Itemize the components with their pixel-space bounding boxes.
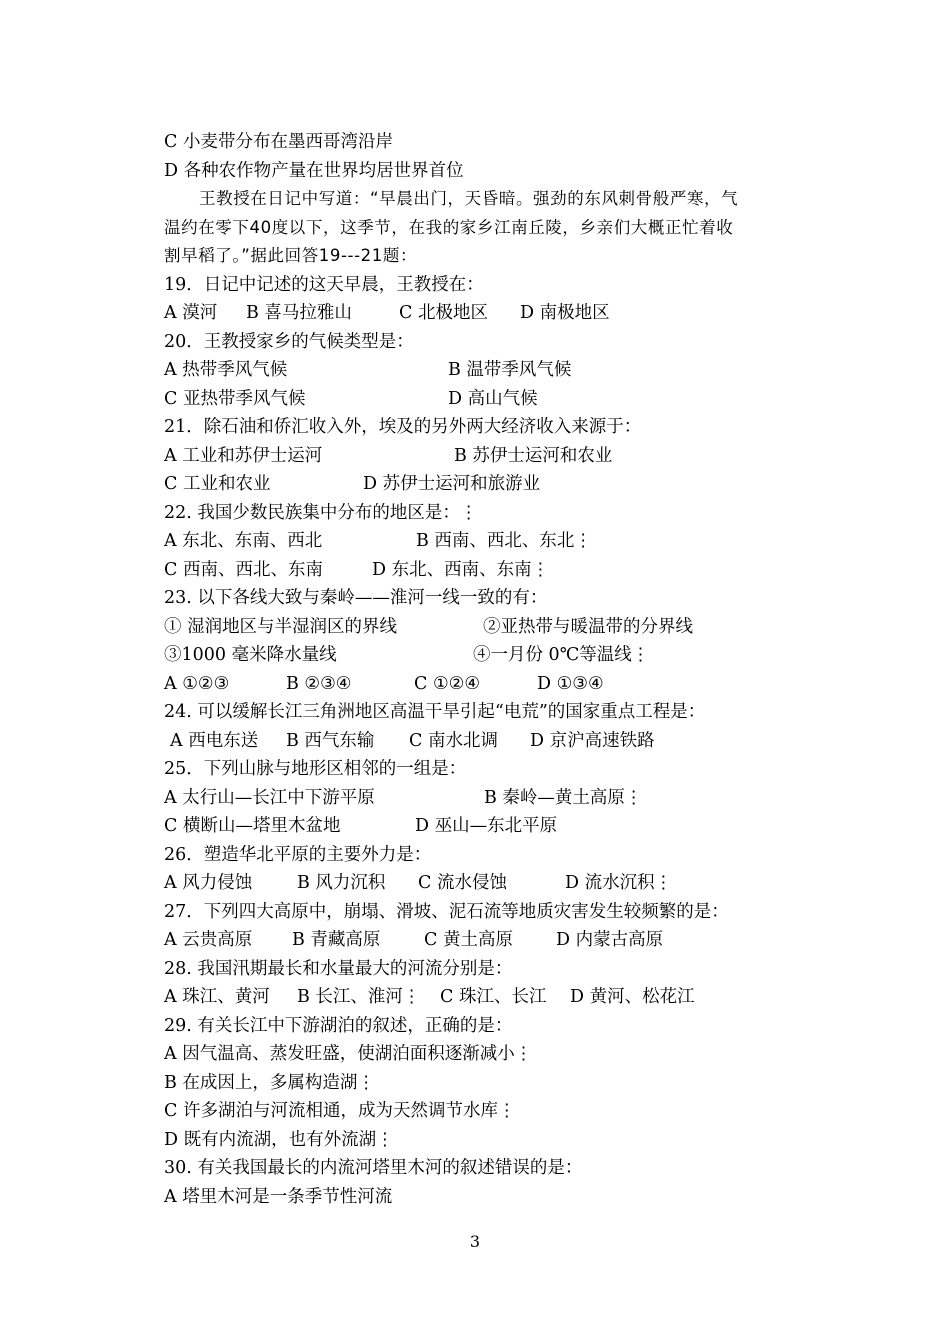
option-text: B 长江、淮河⋮ — [297, 987, 421, 1007]
text-line: B 在成因上，多属构造湖⋮ — [164, 1072, 375, 1093]
option-text: D 流水沉积⋮ — [565, 873, 673, 893]
option-text: C 黄土高原 — [424, 930, 513, 950]
option-text: D 高山气候 — [448, 388, 538, 409]
option-text: C 北极地区 — [399, 303, 488, 323]
text-line: 21．除石油和侨汇收入外，埃及的另外两大经济收入来源于： — [164, 417, 642, 437]
option-text: A 太行山—长江中下游平原 — [164, 787, 375, 808]
text-line: 25．下列山脉与地形区相邻的一组是： — [164, 759, 467, 779]
option-text: ① 湿润地区与半湿润区的界线 — [164, 616, 398, 637]
text-line — [164, 613, 804, 642]
text-line: A 因气温高、蒸发旺盛，使湖泊面积逐渐减小⋮ — [164, 1044, 533, 1064]
text-line — [164, 812, 804, 841]
option-text: D 南极地区 — [520, 303, 610, 323]
text-line: 割早稻了。”据此回答19---21题： — [164, 246, 418, 265]
text-line: D 既有内流湖，也有外流湖⋮ — [164, 1129, 394, 1150]
text-line — [164, 983, 804, 1012]
text-line: C 许多湖泊与河流相通，成为天然调节水库⋮ — [164, 1101, 516, 1121]
option-text: B ②③④ — [286, 673, 352, 694]
option-text: ④一月份 0℃等温线⋮ — [473, 645, 650, 665]
option-text: C 西南、西北、东南 — [164, 559, 323, 580]
text-line: D 各种农作物产量在世界均居世界首位 — [164, 160, 464, 181]
option-text: C 亚热带季风气候 — [164, 388, 306, 409]
option-text: D 京沪高速铁路 — [530, 730, 655, 751]
page-number: 3 — [469, 1232, 481, 1251]
text-line: 20．王教授家乡的气候类型是： — [164, 331, 414, 352]
text-line — [164, 527, 804, 556]
option-text: A 风力侵蚀 — [164, 873, 253, 893]
option-text: A 热带季风气候 — [164, 360, 288, 380]
text-line: A 塔里木河是一条季节性河流 — [164, 1186, 393, 1207]
text-line — [164, 470, 804, 499]
text-line — [164, 670, 804, 699]
option-text: C 珠江、长江 — [440, 987, 547, 1007]
option-text: A 漠河 — [164, 303, 218, 323]
option-text: C ①②④ — [414, 673, 481, 694]
option-text: D 东北、西南、东南⋮ — [372, 559, 550, 580]
text-line — [164, 299, 804, 328]
option-text: A 珠江、黄河 — [164, 987, 270, 1007]
option-text: D 黄河、松花江 — [570, 987, 695, 1007]
option-text: B 西气东输 — [286, 730, 375, 751]
text-line: C 小麦带分布在墨西哥湾沿岸 — [164, 132, 393, 152]
text-line: 29. 有关长江中下游湖泊的叙述，正确的是： — [164, 1015, 513, 1036]
text-line — [164, 926, 804, 955]
text-line — [164, 869, 804, 898]
text-line: 30. 有关我国最长的内流河塔里木河的叙述错误的是： — [164, 1158, 583, 1178]
text-line: 28. 我国汛期最长和水量最大的河流分别是： — [164, 958, 513, 979]
text-line: 19．日记中记述的这天早晨，王教授在： — [164, 274, 484, 295]
option-text: C 横断山—塔里木盆地 — [164, 816, 341, 836]
text-line — [164, 442, 804, 471]
option-text: B 秦岭—黄土高原⋮ — [484, 787, 643, 808]
option-text: ②亚热带与暖温带的分界线 — [483, 616, 693, 637]
document-body — [164, 128, 804, 1211]
text-line — [164, 784, 804, 813]
option-text: D ①③④ — [537, 673, 604, 694]
text-line — [164, 641, 804, 670]
option-text: A 西电东送 — [170, 730, 259, 751]
text-line — [164, 556, 804, 585]
option-text: A 工业和苏伊士运河 — [164, 445, 323, 466]
option-text: ③1000 毫米降水量线 — [164, 645, 337, 665]
text-line: 22. 我国少数民族集中分布的地区是：⋮ — [164, 502, 478, 523]
option-text: B 喜马拉雅山 — [246, 303, 352, 323]
text-line: 27．下列四大高原中，崩塌、滑坡、泥石流等地质灾害发生较频繁的是： — [164, 901, 729, 922]
text-line: 温约在零下40度以下，这季节，在我的家乡江南丘陵，乡亲们大概正忙着收 — [164, 217, 734, 237]
option-text: D 内蒙古高原 — [556, 930, 664, 950]
text-line: 王教授在日记中写道：“早晨出门，天昏暗。强劲的东风刺骨般严寒，气 — [199, 189, 739, 208]
option-text: C 流水侵蚀 — [418, 873, 507, 893]
option-text: A ①②③ — [164, 673, 230, 694]
option-text: B 西南、西北、东北⋮ — [416, 531, 592, 551]
option-text: B 风力沉积 — [297, 873, 386, 893]
option-text: B 苏伊士运河和农业 — [454, 445, 613, 466]
option-text: A 东北、东南、西北 — [164, 531, 323, 551]
text-line: 26．塑造华北平原的主要外力是： — [164, 844, 432, 865]
option-text: D 巫山—东北平原 — [415, 816, 558, 836]
text-line: 23. 以下各线大致与秦岭——淮河一线一致的有： — [164, 588, 548, 608]
text-line — [164, 385, 804, 414]
option-text: B 青藏高原 — [292, 930, 381, 950]
option-text: B 温带季风气候 — [448, 360, 572, 380]
option-text: A 云贵高原 — [164, 930, 253, 950]
text-line — [164, 356, 804, 385]
document-page — [164, 128, 804, 1211]
option-text: C 工业和农业 — [164, 474, 271, 494]
option-text: D 苏伊士运河和旅游业 — [363, 474, 541, 494]
option-text: C 南水北调 — [409, 730, 498, 751]
text-line: 24. 可以缓解长江三角洲地区高温干旱引起“电荒”的国家重点工程是： — [164, 702, 706, 722]
text-line — [164, 727, 804, 756]
